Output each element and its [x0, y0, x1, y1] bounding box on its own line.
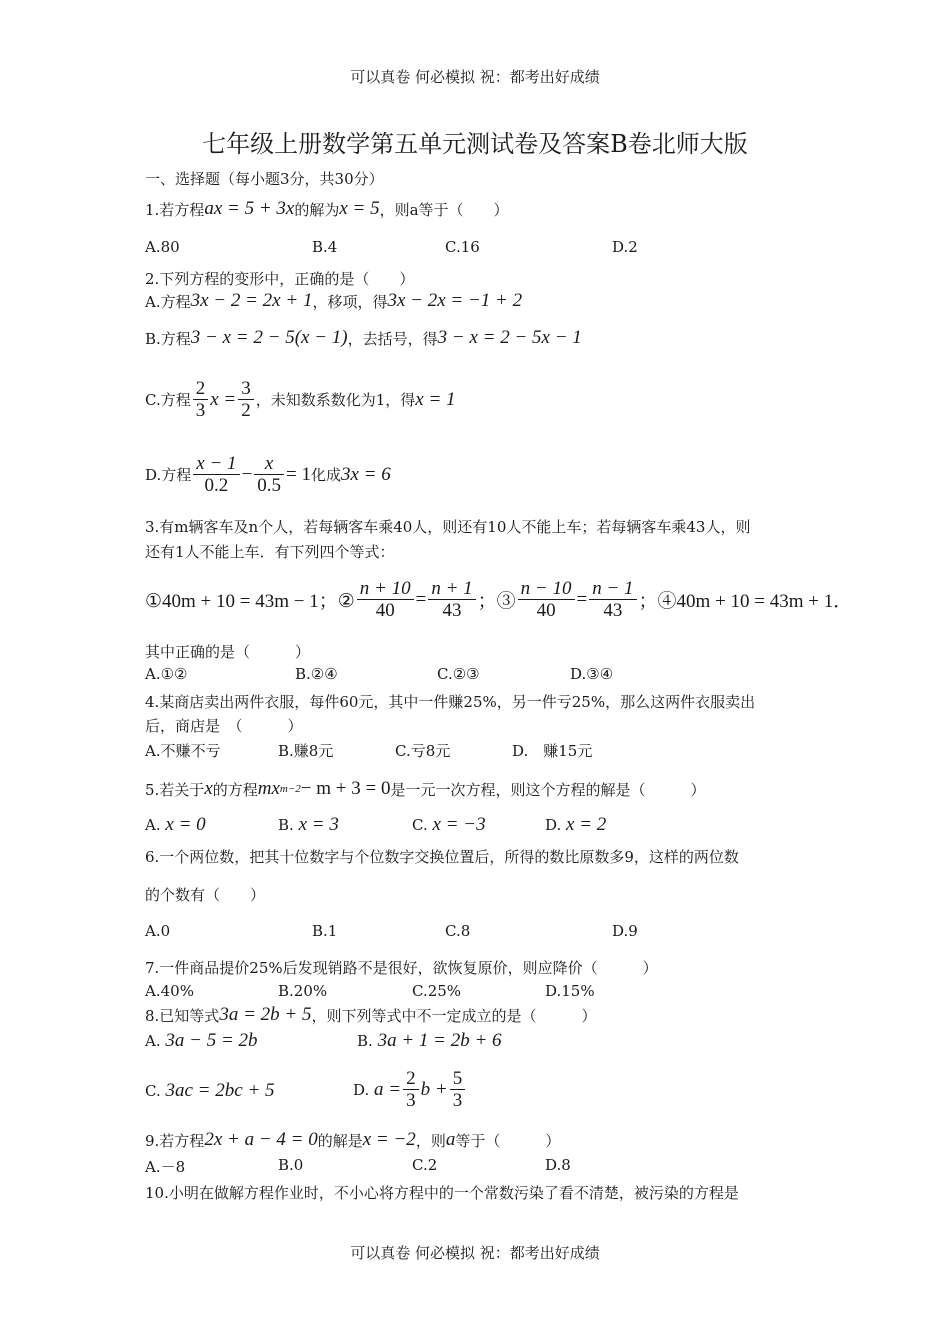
- question-7: 7.一件商品提价25%后发现销路不是很好，欲恢复原价，则应降价（ ）: [145, 959, 658, 977]
- document-title: 七年级上册数学第五单元测试卷及答案B卷北师大版: [202, 130, 748, 158]
- q9-text-d: 等于（ ）: [455, 1131, 561, 1150]
- question-5: [145, 778, 706, 800]
- q2-b-equation: 3 − x = 2 − 5(x − 1): [190, 327, 348, 348]
- q9-option-d: D.8: [545, 1156, 571, 1174]
- section-heading: 一、选择题（每小题3分，共30分）: [145, 170, 384, 188]
- q9-option-c: C.2: [412, 1156, 438, 1174]
- q4-option-c: C.亏8元: [395, 742, 451, 760]
- q2-d-result: 3x = 6: [340, 463, 391, 485]
- q4-option-b: B.赚8元: [278, 742, 334, 760]
- question-4-line-1: 4.某商店卖出两件衣服，每件60元，其中一件赚25%，另一件亏25%，那么这两件衣服卖出: [145, 693, 756, 711]
- q3-option-b: B.②④: [295, 665, 338, 683]
- q3-fraction-1: $\frac{n + 10}{40}$: [357, 578, 414, 621]
- q5-text-c: 是一元一次方程，则这个方程的解是（ ）: [390, 780, 706, 799]
- q6-option-d: D.9: [612, 922, 638, 940]
- q3-option-c: C.②③: [437, 665, 480, 683]
- q2-a-text: ，移项，得: [312, 292, 388, 311]
- q1-solution: x = 5: [339, 198, 380, 219]
- q9-option-a: A.－8: [145, 1158, 186, 1176]
- q2-d-equals: = 1: [286, 463, 311, 485]
- q2-c-text: ，未知数系数化为1，得: [255, 391, 416, 409]
- q6-option-b: B.1: [312, 922, 338, 940]
- q3-equations: ①40m + 10 = 43m − 1；② $\frac{n + 10}{40}$ = $\frac{n + 1}{43}$ ；③ $\frac{n - 10}{40}$ = $\frac{n - 1}{43}$ ；④40m + 10 = 43m + 1．: [145, 578, 853, 621]
- q5-equation-rest: − m + 3 = 0: [300, 778, 391, 799]
- q7-option-c: C.25%: [412, 982, 462, 1000]
- q7-option-a: A.40%: [145, 982, 194, 1000]
- q5-option-d: D. x = 2: [545, 814, 607, 835]
- q9-text-c: ，则: [415, 1131, 446, 1150]
- q8-d-fraction-2: $\frac{5}{3}$: [450, 1068, 466, 1111]
- q5-equation-base: mx: [257, 778, 280, 799]
- question-2: 2.下列方程的变形中，正确的是（ ）: [145, 270, 415, 288]
- q8-text-b: ，则下列等式中不一定成立的是（ ）: [311, 1006, 597, 1025]
- q2-d-text: 化成: [310, 466, 341, 484]
- q4-option-a: A.不赚不亏: [145, 742, 221, 760]
- q2-c-fraction-2: $\frac{3}{2}$: [238, 378, 254, 421]
- q9-text-b: 的解是: [317, 1131, 363, 1150]
- q2-option-b: [145, 327, 582, 349]
- q8-d-lhs: a =: [374, 1078, 402, 1100]
- q7-option-b: B.20%: [278, 982, 328, 1000]
- q1-text-c: ，则a等于（ ）: [379, 200, 509, 219]
- q8-option-d: D. a = $\frac{2}{3}$ b + $\frac{5}{3}$: [353, 1068, 467, 1111]
- q3-separator: ；③: [477, 591, 516, 612]
- q5-variable: x: [204, 778, 213, 799]
- question-6-line-1: 6.一个两位数，把其十位数字与个位数字交换位置后，所得的数比原数多9，这样的两位数: [145, 848, 739, 866]
- q4-option-d: D. 赚15元: [512, 742, 593, 760]
- q1-option-d: D.2: [612, 238, 638, 256]
- q1-equation: ax = 5 + 3x: [204, 198, 295, 219]
- q1-text-b: 的解为: [294, 200, 340, 219]
- q2-c-fraction-1: $\frac{2}{3}$: [193, 378, 209, 421]
- q8-equation: 3a = 2b + 5: [219, 1004, 312, 1025]
- q9-option-b: B.0: [278, 1156, 304, 1174]
- question-9: [145, 1129, 560, 1151]
- q3-fraction-3: $\frac{n - 10}{40}$: [518, 578, 575, 621]
- q2-option-c: [145, 378, 456, 421]
- q2-c-result: x = 1: [415, 388, 456, 410]
- question-1: [145, 198, 509, 220]
- q5-option-a: A. x = 0: [145, 814, 206, 835]
- q9-text-a: 9.若方程: [145, 1131, 205, 1150]
- q3-option-d: D.③④: [570, 665, 614, 683]
- q2-option-d: [145, 453, 391, 496]
- q3-equation-1: ①40m + 10 = 43m − 1；②: [145, 591, 355, 612]
- q2-b-text: ，去括号，得: [347, 329, 438, 348]
- question-3-line-2: 还有1人不能上车．有下列四个等式：: [145, 543, 395, 561]
- q6-option-c: C.8: [445, 922, 471, 940]
- question-3-line-1: 3.有m辆客车及n个人，若每辆客车乘40人，则还有10人不能上车；若每辆客车乘43人，则: [145, 518, 751, 536]
- q2-d-fraction-1: $\frac{x - 1}{0.2}$: [193, 453, 239, 496]
- page-header: 可以真卷 何必模拟 祝：都考出好成绩: [350, 68, 600, 86]
- q1-option-b: B.4: [312, 238, 338, 256]
- q2-a-equation: 3x − 2 = 2x + 1: [190, 290, 313, 311]
- q2-b-label: B.方程: [145, 329, 191, 348]
- q3-stem-2: 其中正确的是（ ）: [145, 643, 311, 661]
- q5-option-b: B. x = 3: [278, 814, 339, 835]
- q1-option-a: A.80: [145, 238, 180, 256]
- q3-fraction-4: $\frac{n - 1}{43}$: [589, 578, 636, 621]
- q6-option-a: A.0: [145, 922, 171, 940]
- q3-option-a: A.①②: [145, 665, 188, 683]
- q1-option-c: C.16: [445, 238, 480, 256]
- q2-option-a: [145, 290, 522, 312]
- q3-equation-4: ；④40m + 10 = 43m + 1．: [638, 591, 853, 612]
- q2-d-fraction-2: $\frac{x}{0.5}$: [254, 453, 284, 496]
- q2-a-label: A.方程: [145, 292, 191, 311]
- q5-text-a: 5.若关于: [145, 780, 205, 799]
- q2-c-variable: x =: [210, 388, 237, 410]
- q9-equation: 2x + a − 4 = 0: [204, 1129, 318, 1150]
- q8-option-b: B. 3a + 1 = 2b + 6: [357, 1030, 502, 1051]
- question-8: [145, 1004, 596, 1026]
- q8-option-a: A. 3a − 5 = 2b: [145, 1030, 258, 1051]
- q9-variable: a: [445, 1129, 456, 1150]
- q2-d-minus: −: [241, 463, 253, 485]
- q8-d-fraction-1: $\frac{2}{3}$: [403, 1068, 419, 1111]
- question-6-line-2: 的个数有（ ）: [145, 886, 266, 904]
- q8-text-a: 8.已知等式: [145, 1006, 220, 1025]
- q7-option-d: D.15%: [545, 982, 595, 1000]
- q2-a-result: 3x − 2x = −1 + 2: [387, 290, 523, 311]
- q5-option-c: C. x = −3: [412, 814, 486, 835]
- q5-text-b: 的方程: [212, 780, 258, 799]
- q8-option-c: C. 3ac = 2bc + 5: [145, 1080, 275, 1101]
- question-4-line-2: 后，商店是 （ ）: [145, 717, 303, 735]
- q2-b-result: 3 − x = 2 − 5x − 1: [437, 327, 582, 348]
- q5-exponent: m−2: [279, 783, 301, 795]
- page-footer: 可以真卷 何必模拟 祝：都考出好成绩: [350, 1244, 600, 1262]
- q1-text-a: 1.若方程: [145, 200, 205, 219]
- q2-c-label: C.方程: [145, 391, 191, 409]
- question-10-line-1: 10.小明在做解方程作业时，不小心将方程中的一个常数污染了看不清楚，被污染的方程是: [145, 1184, 739, 1202]
- q3-fraction-2: $\frac{n + 1}{43}$: [428, 578, 475, 621]
- q8-d-middle: b +: [420, 1078, 448, 1100]
- q2-d-label: D.方程: [145, 466, 192, 484]
- q9-solution: x = −2: [362, 1129, 416, 1150]
